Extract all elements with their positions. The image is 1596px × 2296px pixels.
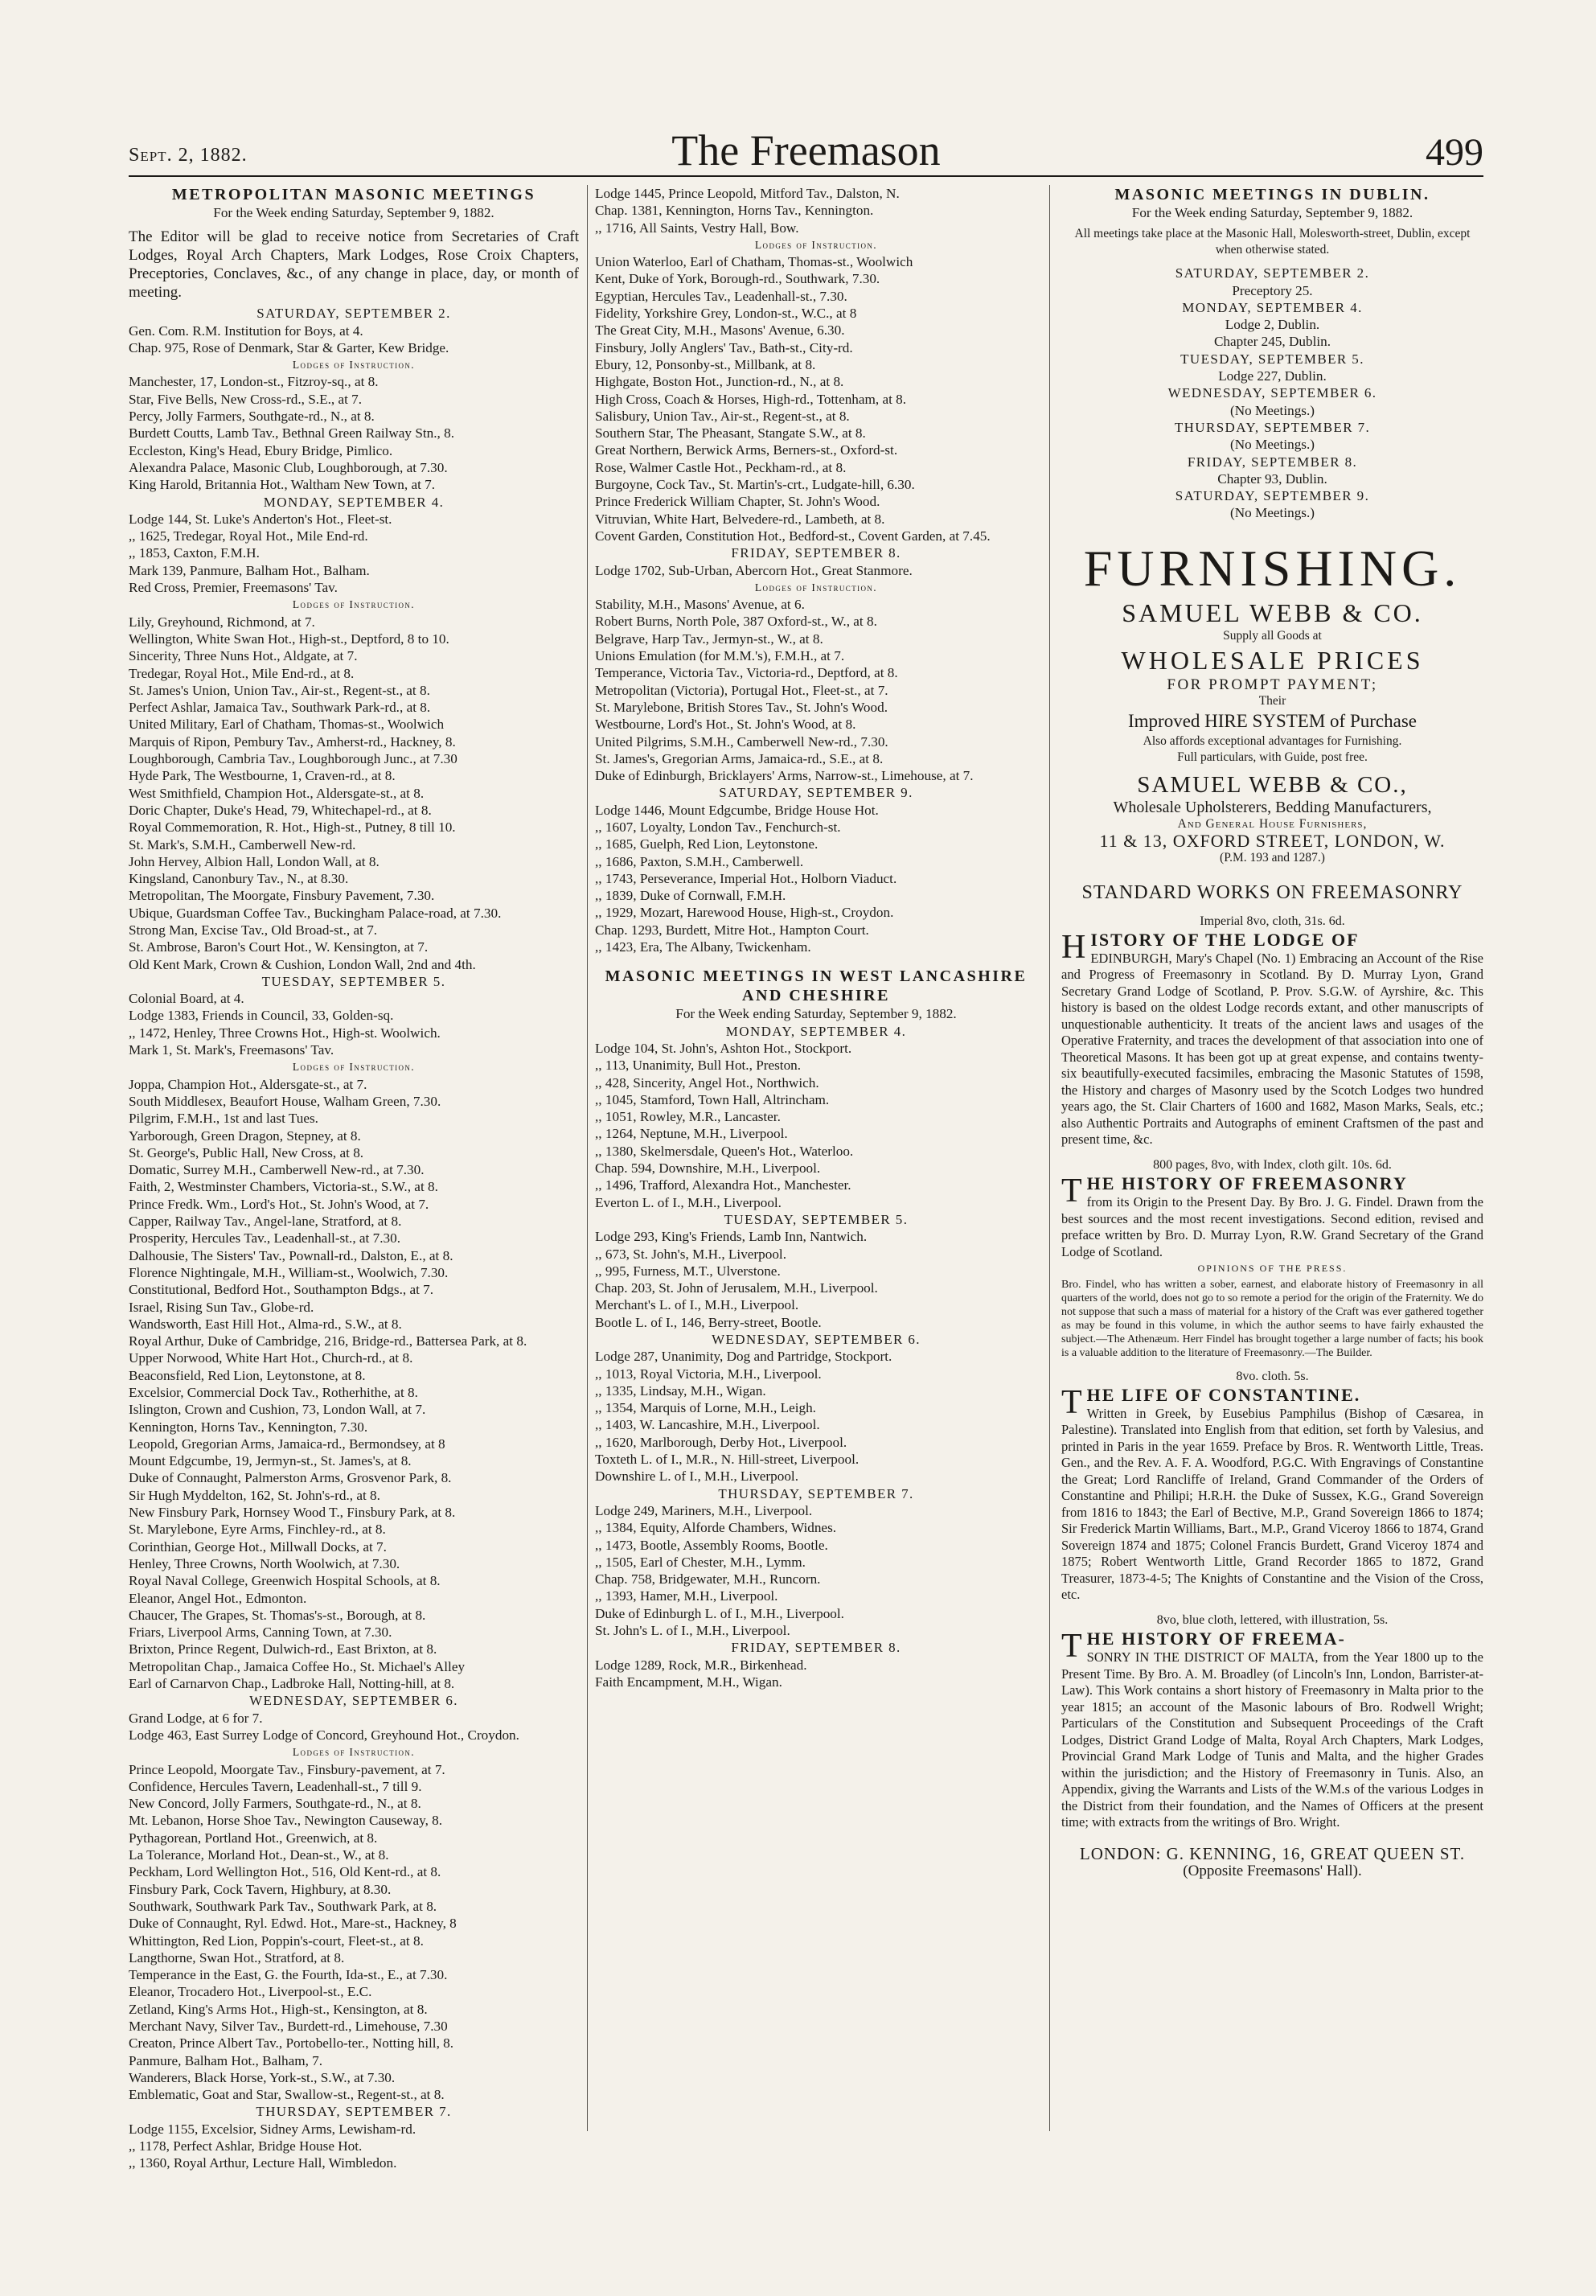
day-heading: SATURDAY, SEPTEMBER 2. <box>1175 265 1370 281</box>
day-heading: SATURDAY, SEPTEMBER 9. <box>719 785 913 801</box>
meeting-entry: Perfect Ashlar, Jamaica Tav., Southwark Park-rd., at 8. <box>129 700 431 716</box>
week-ending: For the Week ending Saturday, September 9, 1882. <box>675 1006 957 1022</box>
section-title: METROPOLITAN MASONIC MEETINGS <box>171 186 536 203</box>
day-heading: THURSDAY, SEPTEMBER 7. <box>1174 419 1371 435</box>
meeting-entry: ,, 1685, Guelph, Red Lion, Leytonstone. <box>595 836 819 852</box>
meeting-entry: Ubique, Guardsman Coffee Tav., Buckingham Palace-road, at 7.30. <box>129 905 502 921</box>
meeting-entry: Royal Naval College, Greenwich Hospital Schools, at 8. <box>129 1573 441 1589</box>
meeting-entry: Prince Leopold, Moorgate Tav., Finsbury-pavement, at 7. <box>129 1761 445 1777</box>
ad-hire: Improved HIRE SYSTEM of Purchase <box>1127 711 1417 732</box>
meeting-entry: Mark 1, St. Mark's, Freemasons' Tav. <box>129 1042 334 1058</box>
meeting-entry: United Military, Earl of Chatham, Thomas-st., Woolwich <box>129 717 445 733</box>
book-description: EDINBURGH, Mary's Chapel (No. 1) Embracing an Account of the Rise and Progress of Freemasonry in Scotland. By D. Murray Lyon, Grand Secretary Grand Lodge of Scotland, P. Prov. S.G.W. of Ayrshire, &c. This history is based on the oldest Lodge records extant, and other manuscripts of unquestionable authenticity. It treats of the ancient laws and usages of the Operative Fraternity, and traces the development of that association into one of Theoretical Masons. It has been got up at great expense, and contains twenty-six beautifully-executed facsimiles, embracing the Masonic Statutes of 1598, the History and charges of Masonry used by the Scotch Lodges two hundred years ago, the St. Clair Charters of 1600 and 1682, Mason Marks, Seals, etc.; also Authentic Portraits and Autographs of eminent Craftsmen of the past and present time, &c. <box>1061 950 1483 1148</box>
meeting-entry: ,, 113, Unanimity, Bull Hot., Preston. <box>595 1058 802 1074</box>
meeting-entry: ,, 1472, Henley, Three Crowns Hot., High-st. Woolwich. <box>129 1025 441 1041</box>
dublin-entry: Lodge 2, Dublin. <box>1225 317 1320 333</box>
meeting-entry: Rose, Walmer Castle Hot., Peckham-rd., at 8. <box>595 459 847 475</box>
week-ending: For the Week ending Saturday, September 9, 1882. <box>213 205 494 220</box>
meeting-entry: Friars, Liverpool Arms, Canning Town, at 7.30. <box>129 1624 392 1641</box>
meeting-entry: Lodge 1446, Mount Edgcumbe, Bridge House Hot. <box>595 802 879 818</box>
meeting-entry: Downshire L. of I., M.H., Liverpool. <box>595 1468 798 1485</box>
standard-works-heading: STANDARD WORKS ON FREEMASONRY <box>1081 881 1463 903</box>
book-notice <box>1061 1156 1483 1360</box>
meeting-entry: Emblematic, Goat and Star, Swallow-st., Regent-st., at 8. <box>129 2087 445 2103</box>
day-heading: MONDAY, SEPTEMBER 4. <box>1182 299 1363 315</box>
book-notice <box>1061 1612 1483 1831</box>
dublin-entry: (No Meetings.) <box>1229 505 1315 521</box>
dublin-note: All meetings take place at the Masonic Hall, Molesworth-street, Dublin, except when otherwise stated. <box>1074 227 1471 257</box>
meeting-entry: ,, 1264, Neptune, M.H., Liverpool. <box>595 1126 788 1142</box>
book-title <box>1061 1383 1483 1421</box>
dublin-entry: (No Meetings.) <box>1229 402 1315 418</box>
meeting-entry: Mark 139, Panmure, Balham Hot., Balham. <box>129 562 370 578</box>
meeting-entry: Prosperity, Hercules Tav., Leadenhall-st., at 7.30. <box>129 1230 400 1247</box>
meeting-entry: Chap. 1381, Kennington, Horns Tav., Kennington. <box>595 203 874 219</box>
meeting-entry: Capper, Railway Tav., Angel-lane, Stratford, at 8. <box>129 1214 402 1230</box>
meeting-entry: Eleanor, Trocadero Hot., Liverpool-st., E.C. <box>129 1984 372 2000</box>
meeting-entry: Pilgrim, F.M.H., 1st and last Tues. <box>129 1111 318 1127</box>
meeting-entry: Langthorne, Swan Hot., Stratford, at 8. <box>129 1949 345 1965</box>
meeting-entry: Chap. 203, St. John of Jerusalem, M.H., Liverpool. <box>595 1280 878 1296</box>
book-title-text: HE LIFE OF CONSTANTINE. <box>1086 1384 1361 1405</box>
meeting-entry: Confidence, Hercules Tavern, Leadenhall-st., 7 till 9. <box>129 1778 422 1794</box>
meeting-entry: ,, 1360, Royal Arthur, Lecture Hall, Wimbledon. <box>129 2155 397 2171</box>
meeting-entry: Wandsworth, East Hill Hot., Alma-rd., S.W., at 8. <box>129 1316 402 1332</box>
meeting-entry: ,, 1384, Equity, Alforde Chambers, Widnes. <box>595 1520 837 1536</box>
book-description: Written in Greek, by Eusebius Pamphilus (Bishop of Cæsarea, in Palestine). Translated into English from that edition, set forth by Valesius, and printed in Paris in the year 1659. Preface by Bros. R. Wentworth Little, Treas. Gen., and the Rev. A. F. A. Woodford, P.G.C. With Engravings of Constantine the Great; Lord Rancliffe of Ireland, Grand Commander of the Orders of Constantine and Philipi; H.R.H. the Duke of Sussex, K.G., Grand Sovereign from 1816 to 1843; the Earl of Bective, M.P., Grand Sovereign 1866 to 1874; Sir Frederick Martin Williams, Bart., M.P., Grand Viceroy 1866 to 1874, Grand Sovereign 1874 and 1875; Colonel Francis Burdett, Grand Viceroy 1874 and 1875; Robert Wentworth Little, Grand Recorder 1865 to 1872, Grand Treasurer, 1873-4-5; The Knights of Constantine and the Vision of the Cross, etc. <box>1061 1405 1483 1603</box>
meeting-entry: Creaton, Prince Albert Tav., Portobello-ter., Notting hill, 8. <box>129 2035 454 2052</box>
press-opinions: Bro. Findel, who has written a sober, earnest, and elaborate history of Freemasonry in all quarters of the world, does not go to so remote a period for the origin of the Fraternity. We do not suppose that such a mass of material for a history of the Craft was ever gathered together as may be found in this volume, in which the author seems to have fairly exhausted the subject.—The Athenæum. Herr Findel has brought together a large number of facts; his book is a valuable addition to the literature of Freemasonry.—The Builder. <box>1061 1278 1483 1359</box>
meeting-entry: Egyptian, Hercules Tav., Leadenhall-st., 7.30. <box>595 288 847 304</box>
meeting-entry: St. Ambrose, Baron's Court Hot., W. Kensington, at 7. <box>129 939 429 955</box>
meeting-entry: Strong Man, Excise Tav., Old Broad-st., at 7. <box>129 922 378 938</box>
meeting-entry: ,, 995, Furness, M.T., Ulverstone. <box>595 1263 781 1279</box>
ad-prompt: FOR PROMPT PAYMENT; <box>1167 676 1378 693</box>
opinions-heading: OPINIONS OF THE PRESS. <box>1197 1263 1348 1275</box>
book-title-text: HE HISTORY OF FREEMA- <box>1086 1629 1346 1649</box>
meeting-entry: ,, 1354, Marquis of Lorne, M.H., Leigh. <box>595 1400 816 1416</box>
meeting-entry: Prince Frederick William Chapter, St. John's Wood. <box>595 494 880 510</box>
meeting-entry: Domatic, Surrey M.H., Camberwell New-rd., at 7.30. <box>129 1162 425 1178</box>
meeting-entry: Faith Encampment, M.H., Wigan. <box>595 1674 782 1690</box>
meeting-entry: Leopold, Gregorian Arms, Jamaica-rd., Bermondsey, at 8 <box>129 1436 445 1452</box>
meeting-entry: Eccleston, King's Head, Ebury Bridge, Pimlico. <box>129 442 393 458</box>
lodges-of-instruction-heading: Lodges of Instruction. <box>292 1746 416 1759</box>
meeting-entry: Southern Star, The Pheasant, Stangate S.W., at 8. <box>595 425 866 442</box>
meeting-entry: Temperance in the East, G. the Fourth, Ida-st., E., at 7.30. <box>129 1967 448 1983</box>
meeting-entry: Toxteth L. of I., M.R., N. Hill-street, Liverpool. <box>595 1452 860 1468</box>
meeting-entry: ,, 1403, W. Lancashire, M.H., Liverpool. <box>595 1417 820 1433</box>
day-heading: FRIDAY, SEPTEMBER 8. <box>1187 454 1358 470</box>
lodges-of-instruction-heading: Lodges of Instruction. <box>754 238 878 251</box>
meeting-entry: St. James's Union, Union Tav., Air-st., Regent-st., at 8. <box>129 682 430 698</box>
book-notice <box>1061 913 1483 1148</box>
meeting-entry: Gen. Com. R.M. Institution for Boys, at 4. <box>129 322 363 339</box>
meeting-entry: Kennington, Horns Tav., Kennington, 7.30. <box>129 1419 368 1435</box>
meeting-entry: Southwark, Southwark Park Tav., Southwark Park, at 8. <box>129 1898 437 1914</box>
meeting-entry: Joppa, Champion Hot., Aldersgate-st., at 7. <box>129 1076 367 1092</box>
meeting-entry: St. George's, Public Hall, New Cross, at 8. <box>129 1144 364 1160</box>
meeting-entry: Duke of Connaught, Ryl. Edwd. Hot., Mare-st., Hackney, 8 <box>129 1916 457 1932</box>
meeting-entry: Lodge 287, Unanimity, Dog and Partridge, Stockport. <box>595 1349 892 1365</box>
meeting-entry: ,, 1607, Loyalty, London Tav., Fenchurch-st. <box>595 819 841 835</box>
meeting-entry: Constitutional, Bedford Hot., Southampton Bdgs., at 7. <box>129 1282 434 1298</box>
meeting-entry: La Tolerance, Morland Hot., Dean-st., W., at 8. <box>129 1847 389 1863</box>
meeting-entry: Prince Fredk. Wm., Lord's Hot., St. John's Wood, at 7. <box>129 1196 429 1212</box>
editor-notice: The Editor will be glad to receive notice from Secretaries of Craft Lodges, Royal Arch Chapters, Mark Lodges, Rose Croix Chapters, Preceptories, Conclaves, &c., of any change in place, day, or month of meeting. <box>129 228 579 302</box>
meeting-entry: Chap. 594, Downshire, M.H., Liverpool. <box>595 1160 821 1177</box>
meeting-entry: ,, 1743, Perseverance, Imperial Hot., Holborn Viaduct. <box>595 870 897 886</box>
meeting-entry: United Pilgrims, S.M.H., Camberwell New-rd., 7.30. <box>595 733 888 750</box>
meeting-entry: Yarborough, Green Dragon, Stepney, at 8. <box>129 1127 361 1144</box>
meeting-entry: South Middlesex, Beaufort House, Walham Green, 7.30. <box>129 1093 441 1109</box>
meeting-entry: ,, 1051, Rowley, M.R., Lancaster. <box>595 1109 781 1125</box>
day-heading: TUESDAY, SEPTEMBER 5. <box>1180 351 1364 367</box>
meeting-entry: Great Northern, Berwick Arms, Berners-st., Oxford-st. <box>595 442 898 458</box>
meeting-entry: Burgoyne, Cock Tav., St. Martin's-crt., Ludgate-hill, 6.30. <box>595 477 915 493</box>
meeting-entry: Merchant's L. of I., M.H., Liverpool. <box>595 1297 799 1313</box>
meeting-entry: Earl of Carnarvon Chap., Ladbroke Hall, Notting-hill, at 8. <box>129 1676 455 1692</box>
meeting-entry: Unions Emulation (for M.M.'s), F.M.H., at 7. <box>595 648 845 664</box>
meeting-entry: Everton L. of I., M.H., Liverpool. <box>595 1194 782 1210</box>
meeting-entry: St. Marylebone, Eyre Arms, Finchley-rd., at 8. <box>129 1522 386 1538</box>
meeting-entry: Israel, Rising Sun Tav., Globe-rd. <box>129 1299 314 1315</box>
meeting-entry: The Great City, M.H., Masons' Avenue, 6.30. <box>595 322 845 339</box>
meeting-entry: Loughborough, Cambria Tav., Loughborough Junc., at 7.30 <box>129 751 457 767</box>
section-title: MASONIC MEETINGS IN WEST LANCASHIRE AND CHESHIRE <box>605 967 1028 1005</box>
ad-also: Also affords exceptional advantages for Furnishing. <box>1143 734 1402 749</box>
meeting-entry: Salisbury, Union Tav., Air-st., Regent-st., at 8. <box>595 408 850 424</box>
meeting-entry: Islington, Crown and Cushion, 73, London Wall, at 7. <box>129 1402 426 1418</box>
meeting-entry: Manchester, 17, London-st., Fitzroy-sq., at 8. <box>129 374 379 390</box>
meeting-entry: Sincerity, Three Nuns Hot., Aldgate, at 7. <box>129 648 358 664</box>
meeting-entry: ,, 1473, Bootle, Assembly Rooms, Bootle. <box>595 1537 828 1553</box>
meeting-entry: Doric Chapter, Duke's Head, 79, Whitechapel-rd., at 8. <box>129 802 432 818</box>
meeting-entry: Finsbury Park, Cock Tavern, Highbury, at 8.30. <box>129 1881 392 1897</box>
ad-pm: (P.M. 193 and 1287.) <box>1220 850 1325 865</box>
book-price: Imperial 8vo, cloth, 31s. 6d. <box>1200 914 1345 928</box>
meeting-entry: ,, 1505, Earl of Chester, M.H., Lymm. <box>595 1554 806 1570</box>
dublin-list <box>1061 265 1483 521</box>
meeting-entry: Lodge 144, St. Luke's Anderton's Hot., Fleet-st. <box>129 511 392 527</box>
page-header <box>129 121 1483 177</box>
day-heading: THURSDAY, SEPTEMBER 7. <box>718 1485 914 1501</box>
meeting-entry: Pythagorean, Portland Hot., Greenwich, at 8. <box>129 1830 378 1846</box>
column-divider <box>587 185 588 2131</box>
meeting-entry: Metropolitan, The Moorgate, Finsbury Pavement, 7.30. <box>129 888 435 904</box>
meeting-entry: ,, 1045, Stamford, Town Hall, Altrincham. <box>595 1091 830 1107</box>
drop-capital: T <box>1061 1628 1084 1666</box>
meeting-entry: Metropolitan Chap., Jamaica Coffee Ho., St. Michael's Alley <box>129 1658 466 1674</box>
publisher-location: (Opposite Freemasons' Hall). <box>1183 1862 1362 1879</box>
meeting-entry: Dalhousie, The Sisters' Tav., Pownall-rd., Dalston, E., at 8. <box>129 1247 453 1263</box>
book-notice <box>1061 1368 1483 1604</box>
meeting-entry: ,, 1620, Marlborough, Derby Hot., Liverpool. <box>595 1434 847 1450</box>
meeting-entry: Percy, Jolly Farmers, Southgate-rd., N., at 8. <box>129 409 375 425</box>
meeting-entry: Kingsland, Canonbury Tav., N., at 8.30. <box>129 871 349 887</box>
book-title-text: ISTORY OF THE LODGE OF <box>1090 929 1360 950</box>
meeting-entry: Zetland, King's Arms Hot., High-st., Kensington, at 8. <box>129 2001 428 2017</box>
meeting-list <box>595 185 1037 1690</box>
column-continued <box>595 185 1037 2131</box>
meeting-entry: Ebury, 12, Ponsonby-st., Millbank, at 8. <box>595 356 816 372</box>
meeting-entry: St. John's L. of I., M.H., Liverpool. <box>595 1623 790 1639</box>
day-heading: SATURDAY, SEPTEMBER 9. <box>1175 488 1370 504</box>
meeting-entry: St. Marylebone, British Stores Tav., St. John's Wood. <box>595 699 888 715</box>
meeting-entry: ,, 1335, Lindsay, M.H., Wigan. <box>595 1382 766 1399</box>
meeting-entry: Westbourne, Lord's Hot., St. John's Wood, at 8. <box>595 717 856 733</box>
meeting-entry: Eleanor, Angel Hot., Edmonton. <box>129 1590 307 1606</box>
meeting-entry: Alexandra Palace, Masonic Club, Loughborough, at 7.30. <box>129 459 448 475</box>
meeting-entry: Duke of Edinburgh, Bricklayers' Arms, Narrow-st., Limehouse, at 7. <box>595 768 974 784</box>
meeting-entry: ,, 1423, Era, The Albany, Twickenham. <box>595 939 811 955</box>
meeting-entry: Finsbury, Jolly Anglers' Tav., Bath-st., City-rd. <box>595 339 853 355</box>
meeting-entry: Excelsior, Commercial Dock Tav., Rotherhithe, at 8. <box>129 1385 418 1400</box>
ad-full: Full particulars, with Guide, post free. <box>1177 750 1368 765</box>
meeting-entry: Lodge 293, King's Friends, Lamb Inn, Nantwich. <box>595 1229 868 1245</box>
meeting-entry: Robert Burns, North Pole, 387 Oxford-st., W., at 8. <box>595 614 877 630</box>
meeting-entry: Upper Norwood, White Hart Hot., Church-rd., at 8. <box>129 1350 413 1366</box>
dublin-entry: Chapter 93, Dublin. <box>1217 470 1327 487</box>
meeting-entry: Red Cross, Premier, Freemasons' Tav. <box>129 580 338 596</box>
meeting-entry: Highgate, Boston Hot., Junction-rd., N., at 8. <box>595 374 844 390</box>
meeting-list <box>129 305 579 2171</box>
meeting-entry: Mt. Lebanon, Horse Shoe Tav., Newington Causeway, 8. <box>129 1813 443 1829</box>
ad-wholesale: WHOLESALE PRICES <box>1121 645 1424 675</box>
meeting-entry: Kent, Duke of York, Borough-rd., Southwark, 7.30. <box>595 271 880 287</box>
day-heading: FRIDAY, SEPTEMBER 8. <box>731 545 901 561</box>
meeting-entry: Tredegar, Royal Hot., Mile End-rd., at 8. <box>129 665 355 681</box>
day-heading: FRIDAY, SEPTEMBER 8. <box>731 1640 901 1656</box>
day-heading: WEDNESDAY, SEPTEMBER 6. <box>249 1693 458 1709</box>
meeting-entry: Merchant Navy, Silver Tav., Burdett-rd., Limehouse, 7.30 <box>129 2018 448 2034</box>
book-title <box>1061 1173 1483 1210</box>
meeting-entry: ,, 1625, Tredegar, Royal Hot., Mile End-rd. <box>129 528 368 544</box>
meeting-entry: ,, 1178, Perfect Ashlar, Bridge House Hot. <box>129 2138 363 2154</box>
meeting-entry: Panmure, Balham Hot., Balham, 7. <box>129 2052 323 2068</box>
meeting-entry: High Cross, Coach & Horses, High-rd., Tottenham, at 8. <box>595 391 907 407</box>
meeting-entry: Beaconsfield, Red Lion, Leytonstone, at 8. <box>129 1367 366 1383</box>
header-rule <box>129 175 1483 177</box>
meeting-entry: St. James's, Gregorian Arms, Jamaica-rd., S.E., at 8. <box>595 750 884 766</box>
lodges-of-instruction-heading: Lodges of Instruction. <box>754 581 878 594</box>
meeting-entry: Metropolitan (Victoria), Portugal Hot., Fleet-st., at 7. <box>595 682 888 698</box>
meeting-entry: ,, 1716, All Saints, Vestry Hall, Bow. <box>595 220 799 236</box>
column-divider <box>1049 185 1050 2131</box>
meeting-entry: St. Mark's, S.M.H., Camberwell New-rd. <box>129 836 356 852</box>
meeting-entry: Mount Edgcumbe, 19, Jermyn-st., St. James's, at 8. <box>129 1453 412 1469</box>
meeting-entry: ,, 1393, Hamer, M.H., Liverpool. <box>595 1588 778 1604</box>
meeting-entry: Belgrave, Harp Tav., Jermyn-st., W., at 8. <box>595 630 823 647</box>
meeting-entry: Peckham, Lord Wellington Hot., 516, Old Kent-rd., at 8. <box>129 1864 441 1880</box>
meeting-entry: Chap. 1293, Burdett, Mitre Hot., Hampton Court. <box>595 922 869 938</box>
meeting-entry: Grand Lodge, at 6 for 7. <box>129 1710 263 1726</box>
meeting-entry: New Concord, Jolly Farmers, Southgate-rd., N., at 8. <box>129 1796 421 1812</box>
lodges-of-instruction-heading: Lodges of Instruction. <box>292 598 416 611</box>
meeting-entry: Brixton, Prince Regent, Dulwich-rd., East Brixton, at 8. <box>129 1641 437 1657</box>
meeting-entry: Vitruvian, White Hart, Belvedere-rd., Lambeth, at 8. <box>595 511 885 527</box>
meeting-entry: Chap. 758, Bridgewater, M.H., Runcorn. <box>595 1571 821 1587</box>
dublin-week: For the Week ending Saturday, September 9, 1882. <box>1131 205 1413 220</box>
meeting-entry: Bootle L. of I., 146, Berry-street, Bootle. <box>595 1314 822 1330</box>
page-number: 499 <box>1426 131 1483 174</box>
meeting-entry: Duke of Connaught, Palmerston Arms, Grosvenor Park, 8. <box>129 1470 452 1486</box>
day-heading: MONDAY, SEPTEMBER 4. <box>725 1023 907 1039</box>
dublin-entry: Lodge 227, Dublin. <box>1218 368 1327 384</box>
book-price: 8vo, blue cloth, lettered, with illustration, 5s. <box>1156 1612 1389 1627</box>
meeting-entry: ,, 673, St. John's, M.H., Liverpool. <box>595 1246 786 1262</box>
day-heading: TUESDAY, SEPTEMBER 5. <box>261 973 446 989</box>
meeting-entry: Lodge 249, Mariners, M.H., Liverpool. <box>595 1502 813 1518</box>
meeting-entry: ,, 1686, Paxton, S.M.H., Camberwell. <box>595 853 804 869</box>
column-dublin-and-ads <box>1061 185 1483 2131</box>
meeting-entry: Lodge 1702, Sub-Urban, Abercorn Hot., Great Stanmore. <box>595 562 913 578</box>
meeting-entry: ,, 428, Sincerity, Angel Hot., Northwich. <box>595 1074 819 1090</box>
book-price: 800 pages, 8vo, with Index, cloth gilt. 10s. 6d. <box>1153 1157 1392 1172</box>
meeting-entry: Corinthian, George Hot., Millwall Docks, at 7. <box>129 1538 387 1555</box>
meeting-entry: Colonial Board, at 4. <box>129 991 244 1007</box>
meeting-entry: Covent Garden, Constitution Hot., Bedford-st., Covent Garden, at 7.45. <box>595 528 991 544</box>
meeting-entry: Wellington, White Swan Hot., High-st., Deptford, 8 to 10. <box>129 630 449 647</box>
meeting-entry: Union Waterloo, Earl of Chatham, Thomas-st., Woolwich <box>595 254 913 270</box>
meeting-entry: Burdett Coutts, Lamb Tav., Bethnal Green Railway Stn., 8. <box>129 425 455 442</box>
book-title <box>1061 1628 1483 1666</box>
day-heading: WEDNESDAY, SEPTEMBER 6. <box>712 1332 921 1347</box>
dublin-entry: Chapter 245, Dublin. <box>1213 334 1331 350</box>
ad-headline: FURNISHING. <box>1083 539 1462 597</box>
meeting-entry: New Finsbury Park, Hornsey Wood T., Finsbury Park, at 8. <box>129 1505 456 1521</box>
meeting-entry: Hyde Park, The Westbourne, 1, Craven-rd., at 8. <box>129 768 396 784</box>
publisher-line: LONDON: G. KENNING, 16, GREAT QUEEN ST. <box>1079 1843 1466 1863</box>
meeting-entry: ,, 1013, Royal Victoria, M.H., Liverpool. <box>595 1366 822 1382</box>
book-description: SONRY IN THE DISTRICT OF MALTA, from the Year 1800 up to the Present Time. By Bro. A. M. Broadley (of Lincoln's Inn, London, Barrister-at-Law). This Work contains a short history of Freemasonry in Malta prior to the year 1815; an account of the Masonic labours of Bro. Rodwell Wright; Particulars of the Constitution and Subsequent Proceedings of the Craft Lodges, District Grand Lodge of Malta, Royal Arch Chapters, Mark Lodges, Provincial Grand Mark Lodge of Tunis and Malta, and the higher Grades within the jurisdiction; and the History of Freemasonry in Tunis. Also, an Appendix, giving the Warrants and Lists of the W.M.s of the various Lodges in the District from their foundation, and the Names of Officers at the present time; with extracts from the writings of Bro. Wright. <box>1061 1649 1483 1830</box>
webb-advertisement <box>1061 540 1483 866</box>
meeting-entry: Faith, 2, Westminster Chambers, Victoria-st., S.W., at 8. <box>129 1179 438 1195</box>
meeting-entry: Lily, Greyhound, Richmond, at 7. <box>129 614 315 630</box>
meeting-entry: Star, Five Bells, New Cross-rd., S.E., at 7. <box>129 391 363 407</box>
meeting-entry: Lodge 1383, Friends in Council, 33, Golden-sq. <box>129 1008 394 1024</box>
meeting-entry: Whittington, Red Lion, Poppin's-court, Fleet-st., at 8. <box>129 1933 424 1949</box>
meeting-entry: Marquis of Ripon, Pembury Tav., Amherst-rd., Hackney, 8. <box>129 733 456 750</box>
column-metropolitan <box>129 185 579 2171</box>
meeting-entry: West Smithfield, Champion Hot., Aldersgate-st., at 8. <box>129 785 425 801</box>
meeting-entry: Temperance, Victoria Tav., Victoria-rd., Deptford, at 8. <box>595 665 898 681</box>
meeting-entry: Stability, M.H., Masons' Avenue, at 6. <box>595 597 805 613</box>
ad-trades: Wholesale Upholsterers, Bedding Manufacturers, <box>1113 799 1432 817</box>
lodges-of-instruction-heading: Lodges of Instruction. <box>292 359 416 372</box>
meeting-entry: Wanderers, Black Horse, York-st., S.W., at 7.30. <box>129 2069 396 2085</box>
day-heading: WEDNESDAY, SEPTEMBER 6. <box>1167 385 1377 401</box>
book-price: 8vo. cloth. 5s. <box>1236 1369 1309 1383</box>
ad-their: Their <box>1258 694 1286 709</box>
dublin-entry: (No Meetings.) <box>1229 437 1315 453</box>
meeting-entry: Duke of Edinburgh L. of I., M.H., Liverpool. <box>595 1605 844 1621</box>
book-description: from its Origin to the Present Day. By Bro. J. G. Findel. Drawn from the best sources and the most recent investigations. Second edition, revised and preface written by Bro. D. Murray Lyon, R.W. Grand Secretary of the Grand Lodge of Scotland. <box>1061 1194 1483 1259</box>
day-heading: THURSDAY, SEPTEMBER 7. <box>256 2104 452 2120</box>
meeting-entry: Lodge 463, East Surrey Lodge of Concord, Greyhound Hot., Croydon. <box>129 1727 519 1743</box>
masthead-title: The Freemason <box>671 126 941 175</box>
book-title <box>1061 928 1483 966</box>
ad-firm: SAMUEL WEBB & CO. <box>1122 598 1423 627</box>
meeting-entry: ,, 1853, Caxton, F.M.H. <box>129 545 260 561</box>
meeting-entry: Henley, Three Crowns, North Woolwich, at 7.30. <box>129 1555 400 1571</box>
lodges-of-instruction-heading: Lodges of Instruction. <box>292 1061 416 1074</box>
meeting-entry: ,, 1496, Trafford, Alexandra Hot., Manchester. <box>595 1177 851 1193</box>
meeting-entry: ,, 1929, Mozart, Harewood House, High-st., Croydon. <box>595 905 894 921</box>
meeting-entry: Lodge 104, St. John's, Ashton Hot., Stockport. <box>595 1040 852 1056</box>
meeting-entry: Sir Hugh Myddelton, 162, St. John's-rd., at 8. <box>129 1487 380 1503</box>
meeting-entry: Chaucer, The Grapes, St. Thomas's-st., Borough, at 8. <box>129 1607 426 1623</box>
drop-capital: T <box>1061 1383 1084 1421</box>
day-heading: MONDAY, SEPTEMBER 4. <box>263 494 445 510</box>
meeting-entry: Royal Commemoration, R. Hot., High-st., Putney, 8 till 10. <box>129 819 456 836</box>
meeting-entry: Lodge 1289, Rock, M.R., Birkenhead. <box>595 1657 807 1673</box>
meeting-entry: Lodge 1155, Excelsior, Sidney Arms, Lewisham-rd. <box>129 2121 416 2137</box>
dublin-entry: Preceptory 25. <box>1232 282 1313 298</box>
meeting-entry: ,, 1380, Skelmersdale, Queen's Hot., Waterloo. <box>595 1143 854 1159</box>
meeting-entry: King Harold, Britannia Hot., Waltham New Town, at 7. <box>129 477 436 493</box>
meeting-entry: Florence Nightingale, M.H., William-st., Woolwich, 7.30. <box>129 1264 449 1280</box>
issue-date: Sept. 2, 1882. <box>129 145 248 166</box>
meeting-entry: Fidelity, Yorkshire Grey, London-st., W.C., at 8 <box>595 306 857 322</box>
meeting-entry: Old Kent Mark, Crown & Cushion, London Wall, 2nd and 4th. <box>129 956 476 972</box>
drop-capital: H <box>1061 928 1088 966</box>
day-heading: SATURDAY, SEPTEMBER 2. <box>256 306 451 322</box>
ad-address: 11 & 13, OXFORD STREET, LONDON, W. <box>1099 831 1446 852</box>
ad-firm-repeat: SAMUEL WEBB & CO., <box>1137 772 1408 799</box>
drop-capital: T <box>1061 1173 1084 1210</box>
dublin-title: MASONIC MEETINGS IN DUBLIN. <box>1114 186 1430 203</box>
book-list <box>1061 913 1483 1831</box>
meeting-entry: Lodge 1445, Prince Leopold, Mitford Tav., Dalston, N. <box>595 186 900 201</box>
meeting-entry: Royal Arthur, Duke of Cambridge, 216, Bridge-rd., Battersea Park, at 8. <box>129 1333 527 1349</box>
meeting-entry: John Hervey, Albion Hall, London Wall, at 8. <box>129 853 380 869</box>
book-title-text: HE HISTORY OF FREEMASONRY <box>1086 1173 1408 1194</box>
meeting-entry: ,, 1839, Duke of Cornwall, F.M.H. <box>595 888 786 904</box>
day-heading: TUESDAY, SEPTEMBER 5. <box>724 1211 909 1227</box>
ad-supply: Supply all Goods at <box>1223 628 1322 643</box>
ad-general: And General House Furnishers, <box>1177 817 1368 832</box>
meeting-entry: Chap. 975, Rose of Denmark, Star & Garter, Kew Bridge. <box>129 339 449 355</box>
